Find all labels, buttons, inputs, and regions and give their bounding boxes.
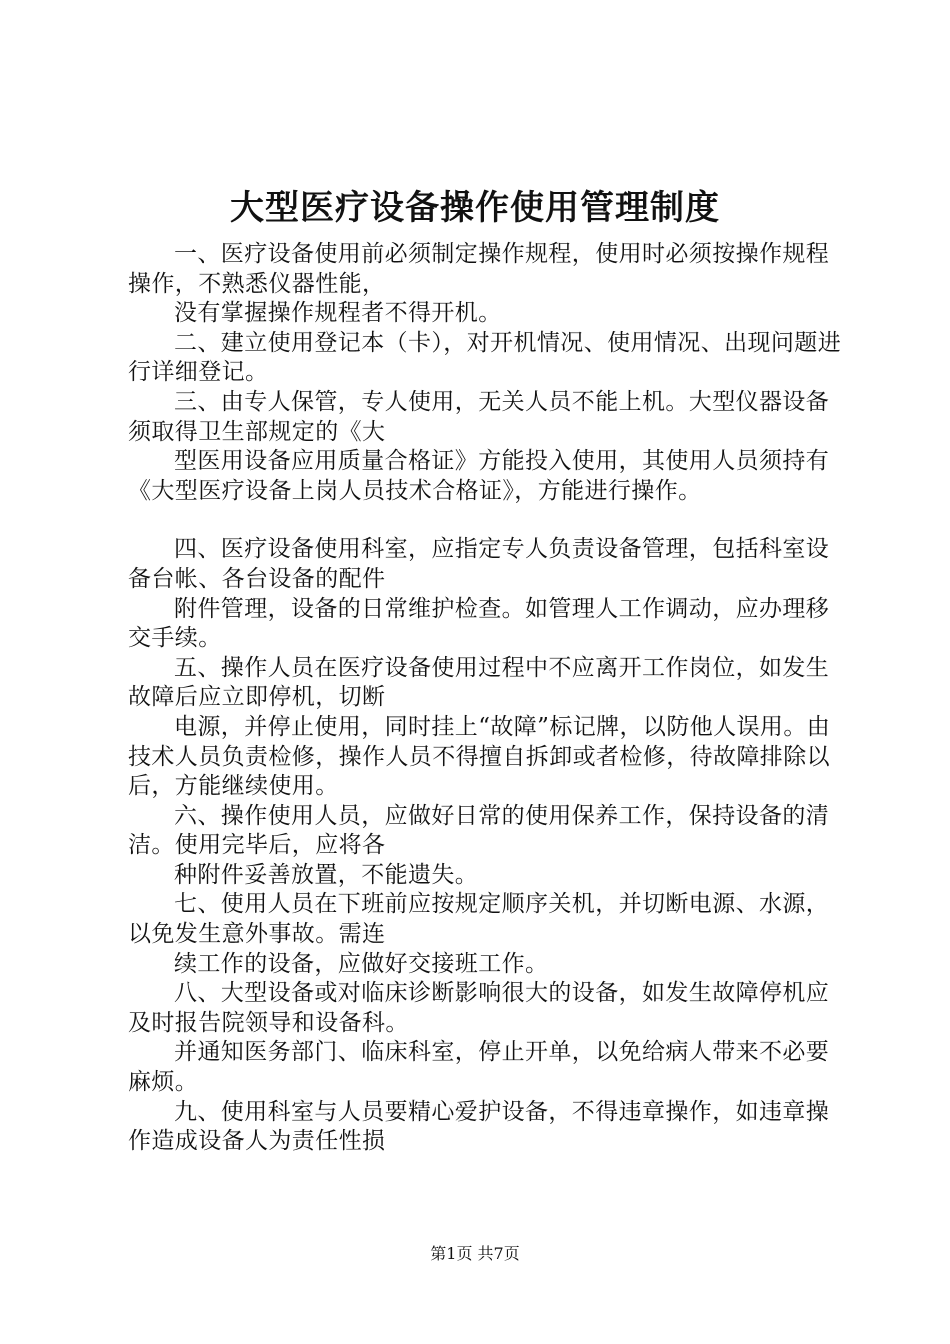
paragraph-4: 三、由专人保管，专人使用，无关人员不能上机。大型仪器设备须取得卫生部规定的《大 [128, 388, 830, 445]
paragraph-1: 一、医疗设备使用前必须制定操作规程，使用时必须按操作规程操作，不熟悉仪器性能， [128, 241, 830, 297]
paragraph-5: 型医用设备应用质量合格证》方能投入使用，其使用人员须持有《大型医疗设备上岗人员技术合格证》，方能进行操作。 [128, 448, 830, 504]
document-body [128, 240, 848, 1157]
paragraph-6: 四、医疗设备使用科室，应指定专人负责设备管理，包括科室设备台帐、各台设备的配件 [128, 536, 830, 592]
page-number-footer: 第1页 共7页 [430, 1244, 520, 1263]
paragraph-12: 七、使用人员在下班前应按规定顺序关机，并切断电源、水源，以免发生意外事故。需连 [128, 891, 830, 948]
paragraph-16: 九、使用科室与人员要精心爱护设备，不得违章操作，如违章操作造成设备人为责任性损 [128, 1098, 830, 1155]
paragraph-15: 并通知医务部门、临床科室，停止开单，以免给病人带来不必要麻烦。 [128, 1039, 830, 1096]
paragraph-2: 没有掌握操作规程者不得开机。 [174, 300, 502, 327]
paragraph-9: 电源，并停止使用，同时挂上“故障”标记牌，以防他人误用。由技术人员负责检修，操作人员不得擅自拆卸或者检修，待故障排除以后，方能继续使用。 [128, 713, 831, 800]
paragraph-8: 五、操作人员在医疗设备使用过程中不应离开工作岗位，如发生故障后应立即停机，切断 [128, 654, 830, 711]
paragraph-7: 附件管理，设备的日常维护检查。如管理人工作调动，应办理移交手续。 [128, 595, 830, 652]
paragraph-11: 种附件妥善放置，不能遗失。 [174, 861, 479, 888]
paragraph-3: 二、建立使用登记本（卡），对开机情况、使用情况、出现问题进行详细登记。 [128, 329, 842, 386]
document-title: 大型医疗设备操作使用管理制度 [230, 188, 720, 228]
paragraph-14: 八、大型设备或对临床诊断影响很大的设备，如发生故障停机应及时报告院领导和设备科。 [128, 980, 830, 1036]
paragraph-10: 六、操作使用人员，应做好日常的使用保养工作，保持设备的清洁。使用完毕后，应将各 [128, 802, 830, 859]
paragraph-13: 续工作的设备，应做好交接班工作。 [174, 950, 549, 977]
